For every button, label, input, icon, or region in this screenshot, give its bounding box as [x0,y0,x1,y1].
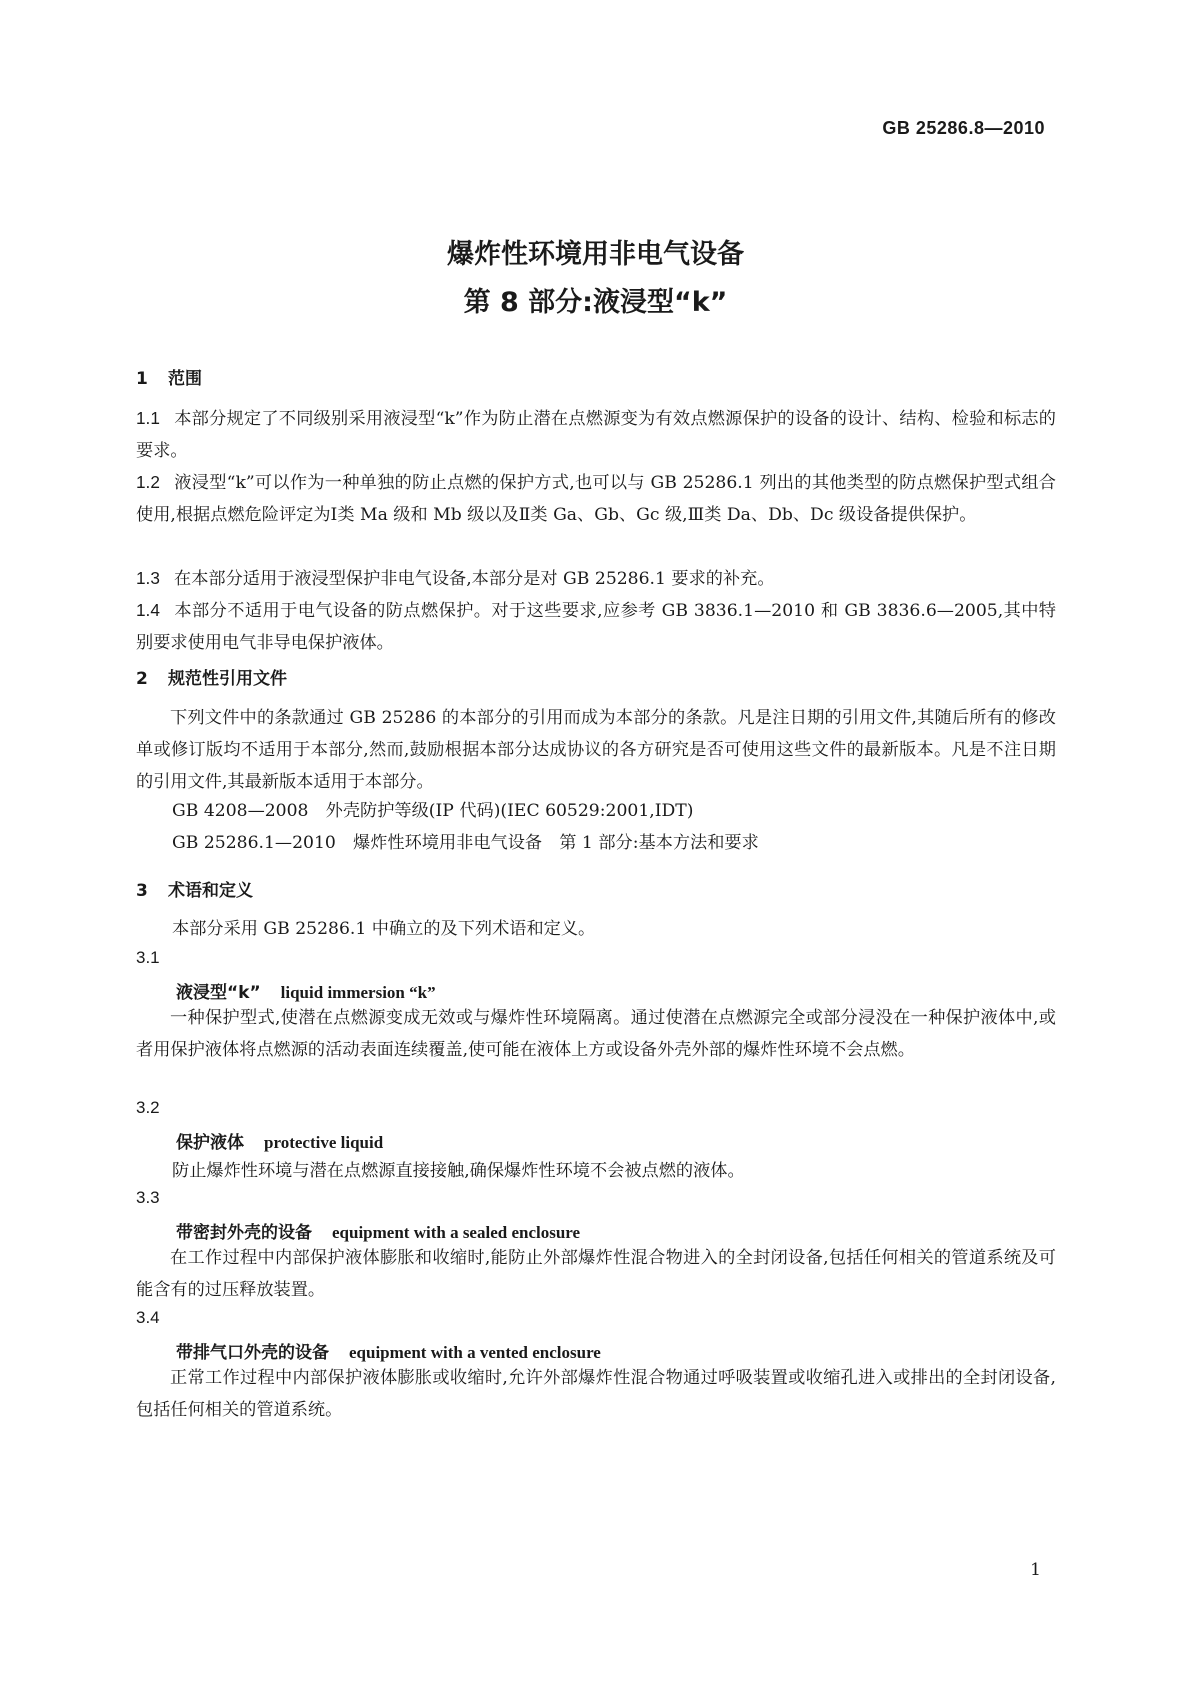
clause-text: 本部分规定了不同级别采用液浸型“k”作为防止潜在点燃源变为有效点燃源保护的设备的设计、结构、检验和标志的要求。 [136,409,1056,461]
clause-1-1 [136,402,1056,467]
clause-text: 在本部分适用于液浸型保护非电气设备,本部分是对 GB 25286.1 要求的补充。 [174,569,775,589]
term-en: liquid immersion “k” [280,983,436,1002]
section-heading-scope [136,364,202,389]
clause-number: 1.1 [136,408,160,428]
term-3-1 [176,978,436,1003]
term-number: 3.3 [136,1188,160,1207]
clause-number: 1.3 [136,568,160,588]
section-title: 规范性引用文件 [168,669,287,689]
references-intro: 下列文件中的条款通过 GB 25286 的本部分的引用而成为本部分的条款。凡是注日期的引用文件,其随后所有的修改单或修订版均不适用于本部分,然而,鼓励根据本部分达成协议的各方研究是否可使用这些文件的最新版本。凡是不注日期的引用文件,其最新版本适用于本部分。 [136,708,1056,792]
section-heading-terms [136,876,253,901]
term-definition: 一种保护型式,使潜在点燃源变成无效或与爆炸性环境隔离。通过使潜在点燃源完全或部分浸没在一种保护液体中,或者用保护液体将点燃源的活动表面连续覆盖,使可能在液体上方或设备外壳外部的爆炸性环境不会点燃。 [136,1008,1056,1060]
term-zh: 液浸型“k” [176,983,261,1003]
term-number: 3.2 [136,1098,160,1117]
term-3-2 [176,1128,383,1153]
term-number: 3.1 [136,948,160,967]
term-definition: 在工作过程中内部保护液体膨胀和收缩时,能防止外部爆炸性混合物进入的全封闭设备,包括任何相关的管道系统及可能含有的过压释放装置。 [136,1248,1056,1300]
standard-number: GB 25286.8—2010 [882,118,1045,138]
term-zh: 保护液体 [176,1133,244,1153]
reference-item: GB 4208—2008 外壳防护等级(IP 代码)(IEC 60529:2001,IDT) [172,801,694,821]
clause-1-2 [136,466,1056,531]
section-number: 1 [136,369,148,389]
term-definition: 正常工作过程中内部保护液体膨胀或收缩时,允许外部爆炸性混合物通过呼吸装置或收缩孔进入或排出的全封闭设备,包括任何相关的管道系统。 [136,1368,1056,1420]
term-en: protective liquid [264,1133,384,1152]
term-number: 3.4 [136,1308,160,1327]
document-subtitle: 第 8 部分:液浸型“k” [463,287,728,318]
term-zh: 带排气口外壳的设备 [176,1343,329,1363]
document-title: 爆炸性环境用非电气设备 [447,239,744,270]
term-en: equipment with a sealed enclosure [332,1223,581,1242]
clause-1-3 [136,562,1056,595]
clause-text: 本部分不适用于电气设备的防点燃保护。对于这些要求,应参考 GB 3836.1—2010 和 GB 3836.6—2005,其中特别要求使用电气非导电保护液体。 [136,601,1056,653]
section-heading-normative-references [136,664,287,689]
term-3-4 [176,1338,601,1363]
section-title: 范围 [168,369,202,389]
clause-number: 1.4 [136,600,160,620]
term-en: equipment with a vented enclosure [349,1343,601,1362]
clause-number: 1.2 [136,472,160,492]
clause-1-4 [136,594,1056,659]
term-zh: 带密封外壳的设备 [176,1223,312,1243]
term-3-3 [176,1218,580,1243]
clause-text: 液浸型“k”可以作为一种单独的防止点燃的保护方式,也可以与 GB 25286.1 列出的其他类型的防点燃保护型式组合使用,根据点燃危险评定为Ⅰ类 Ma 级和 Mb 级以及Ⅱ类 Ga、Gb、Gc 级,Ⅲ类 Da、Db、Dc 级设备提供保护。 [136,473,1056,525]
section-title: 术语和定义 [168,881,253,901]
section-number: 2 [136,669,148,689]
term-definition: 防止爆炸性环境与潜在点燃源直接接触,确保爆炸性环境不会被点燃的液体。 [172,1161,745,1181]
reference-item: GB 25286.1—2010 爆炸性环境用非电气设备 第 1 部分:基本方法和要求 [172,833,759,853]
page-number: 1 [1030,1560,1041,1580]
section-number: 3 [136,881,148,901]
terms-intro: 本部分采用 GB 25286.1 中确立的及下列术语和定义。 [172,919,596,939]
